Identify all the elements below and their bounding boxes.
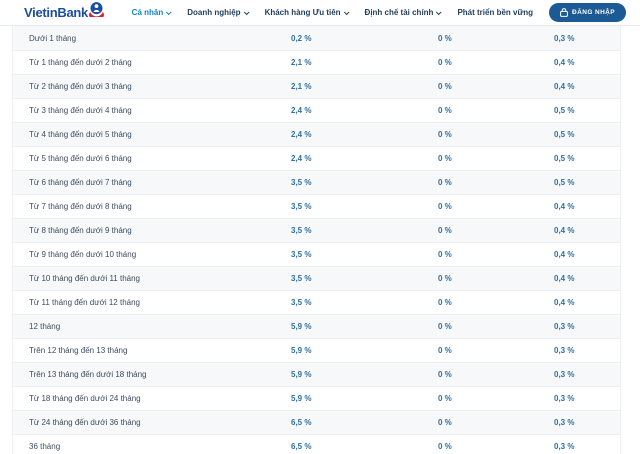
term-cell: Từ 6 tháng đến dưới 7 tháng <box>29 178 132 187</box>
rate-value-cell: 0,4 % <box>554 298 575 307</box>
rate-value-cell: 0,3 % <box>554 418 575 427</box>
term-cell: 12 tháng <box>29 322 61 331</box>
rate-value-cell: 5,9 % <box>291 346 312 355</box>
table-row <box>13 290 620 314</box>
term-cell: 36 tháng <box>29 442 61 451</box>
table-row <box>13 338 620 362</box>
term-cell: Từ 24 tháng đến dưới 36 tháng <box>29 418 141 427</box>
rate-value-cell: 5,9 % <box>291 394 312 403</box>
rate-value-cell: 2,4 % <box>291 130 312 139</box>
nav-item-label: Doanh nghiệp <box>187 8 241 17</box>
rate-value-cell: 0 % <box>438 298 452 307</box>
table-row <box>13 74 620 98</box>
lock-icon <box>560 8 568 17</box>
rate-value-cell: 3,5 % <box>291 202 312 211</box>
rate-value-cell: 0,4 % <box>554 82 575 91</box>
table-row <box>13 26 620 50</box>
rate-value-cell: 0 % <box>438 442 452 451</box>
rate-value-cell: 0,3 % <box>554 442 575 451</box>
rate-value-cell: 0 % <box>438 418 452 427</box>
table-row <box>13 434 620 454</box>
rate-value-cell: 0 % <box>438 202 452 211</box>
rate-value-cell: 0,5 % <box>554 130 575 139</box>
main-nav <box>132 8 533 17</box>
table-row <box>13 170 620 194</box>
rate-value-cell: 3,5 % <box>291 274 312 283</box>
rate-value-cell: 0,3 % <box>554 346 575 355</box>
term-cell: Từ 9 tháng đến dưới 10 tháng <box>29 250 137 259</box>
rate-value-cell: 3,5 % <box>291 250 312 259</box>
rate-rows <box>13 26 620 454</box>
header <box>0 0 640 26</box>
chevron-down-icon <box>243 9 249 15</box>
term-cell: Từ 10 tháng đến dưới 11 tháng <box>29 274 140 283</box>
table-row <box>13 122 620 146</box>
term-cell: Từ 11 tháng đến dưới 12 tháng <box>29 298 140 307</box>
rate-value-cell: 2,1 % <box>291 58 312 67</box>
rate-value-cell: 0,5 % <box>554 178 575 187</box>
rate-value-cell: 0 % <box>438 58 452 67</box>
rate-value-cell: 0 % <box>438 322 452 331</box>
rate-value-cell: 0 % <box>438 130 452 139</box>
rate-value-cell: 5,9 % <box>291 370 312 379</box>
table-row <box>13 98 620 122</box>
table-row <box>13 218 620 242</box>
rate-value-cell: 2,4 % <box>291 154 312 163</box>
rate-value-cell: 0 % <box>438 370 452 379</box>
rate-value-cell: 0,4 % <box>554 274 575 283</box>
rate-value-cell: 0,4 % <box>554 58 575 67</box>
rate-value-cell: 0,5 % <box>554 106 575 115</box>
term-cell: Từ 7 tháng đến dưới 8 tháng <box>29 202 132 211</box>
interest-rate-table <box>12 26 621 454</box>
rate-value-cell: 2,1 % <box>291 82 312 91</box>
rate-value-cell: 6,5 % <box>291 442 312 451</box>
term-cell: Từ 4 tháng đến dưới 5 tháng <box>29 130 132 139</box>
rate-value-cell: 0 % <box>438 394 452 403</box>
rate-value-cell: 0,2 % <box>291 33 312 43</box>
rate-value-cell: 0 % <box>438 274 452 283</box>
logo-text: VietinBank <box>24 4 88 20</box>
table-row <box>13 410 620 434</box>
rate-value-cell: 0,4 % <box>554 202 575 211</box>
nav-item-doanh-nghiep[interactable] <box>187 8 247 17</box>
table-row <box>13 314 620 338</box>
rate-value-cell: 0 % <box>438 154 452 163</box>
nav-item-label: Khách hàng Ưu tiên <box>264 8 341 17</box>
rate-value-cell: 0 % <box>438 82 452 91</box>
rate-value-cell: 2,4 % <box>291 106 312 115</box>
table-row <box>13 266 620 290</box>
rate-value-cell: 0 % <box>438 178 452 187</box>
rate-value-cell: 5,9 % <box>291 322 312 331</box>
rate-value-cell: 0,3 % <box>554 370 575 379</box>
vietinbank-logo-icon <box>89 2 104 17</box>
table-row <box>13 386 620 410</box>
term-cell: Trên 12 tháng đến 13 tháng <box>29 346 128 355</box>
rate-value-cell: 6,5 % <box>291 418 312 427</box>
table-row <box>13 146 620 170</box>
term-cell: Từ 3 tháng đến dưới 4 tháng <box>29 106 132 115</box>
rate-value-cell: 3,5 % <box>291 298 312 307</box>
term-cell: Trên 13 tháng đến dưới 18 tháng <box>29 370 147 379</box>
vietinbank-logo[interactable] <box>24 3 104 23</box>
table-row <box>13 362 620 386</box>
rate-value-cell: 0 % <box>438 226 452 235</box>
nav-item-phat-trien-ben-vung[interactable] <box>457 8 533 17</box>
term-cell: Từ 5 tháng đến dưới 6 tháng <box>29 154 132 163</box>
login-button[interactable] <box>549 3 626 22</box>
rate-value-cell: 0 % <box>438 106 452 115</box>
rate-value-cell: 0,4 % <box>554 226 575 235</box>
rate-value-cell: 0,3 % <box>554 33 575 43</box>
nav-item-label: Phát triển bền vững <box>457 8 534 17</box>
term-cell: Từ 18 tháng đến dưới 24 tháng <box>29 394 141 403</box>
nav-item-label: Định chế tài chính <box>364 8 434 17</box>
rate-value-cell: 0,4 % <box>554 250 575 259</box>
table-row <box>13 242 620 266</box>
rate-value-cell: 3,5 % <box>291 178 312 187</box>
nav-item-ca-nhan[interactable] <box>132 8 171 17</box>
table-row <box>13 194 620 218</box>
term-cell: Từ 1 tháng đến dưới 2 tháng <box>29 58 132 67</box>
nav-item-dinh-che-tai-chinh[interactable] <box>365 8 441 17</box>
rate-value-cell: 0 % <box>438 250 452 259</box>
rate-value-cell: 0,3 % <box>554 394 575 403</box>
term-cell: Từ 2 tháng đến dưới 3 tháng <box>29 82 132 91</box>
table-row <box>13 50 620 74</box>
chevron-down-icon <box>166 9 172 15</box>
term-cell: Từ 8 tháng đến dưới 9 tháng <box>29 226 132 235</box>
rate-value-cell: 0 % <box>438 346 452 355</box>
rate-value-cell: 0,5 % <box>554 154 575 163</box>
nav-item-khach-hang-uu-tien[interactable] <box>265 8 348 17</box>
nav-item-label: Cá nhân <box>131 8 164 17</box>
rate-value-cell: 0 % <box>438 33 452 43</box>
chevron-down-icon <box>343 9 349 15</box>
term-cell: Dưới 1 tháng <box>29 33 77 43</box>
login-label: ĐĂNG NHẬP <box>572 9 615 16</box>
chevron-down-icon <box>436 9 442 15</box>
rate-value-cell: 3,5 % <box>291 226 312 235</box>
rate-value-cell: 0,3 % <box>554 322 575 331</box>
